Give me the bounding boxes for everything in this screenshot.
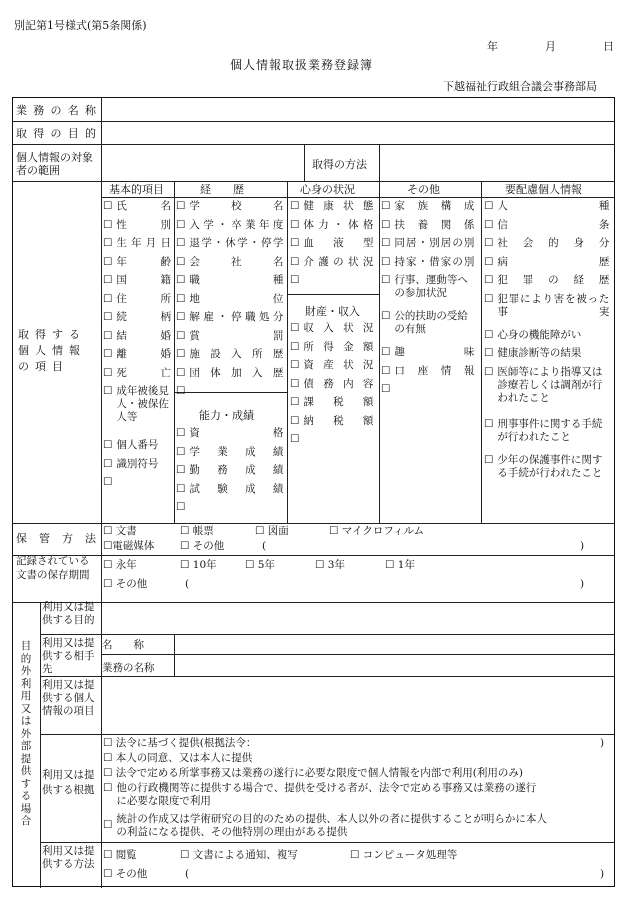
storage-option-document[interactable]: ☐ 文書 xyxy=(103,525,137,538)
basic-item-marriage[interactable]: ☐ 結婚 xyxy=(103,330,171,349)
mindbody-items xyxy=(290,200,378,293)
col-sensitive: 要配慮個人情報 xyxy=(505,183,582,196)
basic-item-relation[interactable]: ☐ 続柄 xyxy=(103,311,171,330)
ability-header: 能力・成績 xyxy=(199,409,254,422)
external-party-label: 利用又は提供する相手先 xyxy=(42,637,95,675)
career-item-dismissal[interactable]: ☐ 解雇・停職処分 xyxy=(176,311,286,330)
sensitive-item-victim[interactable]: ☐ 犯罪により害を被った事実 xyxy=(484,293,612,329)
basis-law-close: ) xyxy=(600,737,605,749)
col-other: その他 xyxy=(407,183,440,196)
ability-item-license[interactable]: ☐ 資格 xyxy=(176,427,286,446)
basis-option-consent[interactable]: ☐ 本人の同意、又は本人に提供 xyxy=(103,752,252,765)
ability-item-blank[interactable] xyxy=(176,501,286,520)
career-item-group[interactable]: ☐ 団体加入歴 xyxy=(176,367,286,386)
storage-label: 保管方法 xyxy=(16,532,96,545)
sensitive-item-treatment[interactable]: ☐ 医師等により指導又は診療若しくは調剤が行われたこと xyxy=(484,366,612,418)
storage-option-microfilm[interactable]: ☐ マイクロフィルム xyxy=(329,525,424,538)
date-month: 月 xyxy=(545,40,556,53)
career-item-enrollment[interactable]: ☐ 入学・卒業年度 xyxy=(176,219,286,238)
basic-item-nationality[interactable]: ☐ 国籍 xyxy=(103,274,171,293)
method-paren-open: ( xyxy=(185,868,190,880)
basic-item-blank[interactable] xyxy=(103,476,171,495)
basis-option-statistics[interactable]: ☐ 統計の作成又は学術研究の目的のための提供、本人以外の者に提供することが明らかに本人の利益になる提供、その他特別の理由がある提供 xyxy=(103,813,553,839)
party-name-label: 名 称 xyxy=(102,639,144,651)
method-option-notice[interactable]: ☐ 文書による通知、複写 xyxy=(180,849,298,862)
subject-scope-label: 個人情報の対象者の範囲 xyxy=(16,151,93,177)
retention-option-permanent[interactable]: ☐ 永年 xyxy=(103,559,137,572)
basic-item-identifier[interactable]: ☐ 識別符号 xyxy=(103,458,171,477)
other-item-housing[interactable]: ☐ 持家・借家の別 xyxy=(381,256,481,275)
career-item-job[interactable]: ☐ 職種 xyxy=(176,274,286,293)
sensitive-item-social-status[interactable]: ☐ 社会的身分 xyxy=(484,237,612,256)
sensitive-item-disability[interactable]: ☐ 心身の機能障がい xyxy=(484,329,612,348)
mindbody-item-care[interactable]: ☐ 介護の状況 xyxy=(290,256,378,275)
career-item-facility[interactable]: ☐ 施設入所歴 xyxy=(176,348,286,367)
external-purpose-label: 利用又は提供する目的 xyxy=(42,601,95,626)
basic-item-age[interactable]: ☐ 年齢 xyxy=(103,256,171,275)
retention-option-other[interactable]: ☐ その他 xyxy=(103,578,147,591)
sensitive-item-creed[interactable]: ☐ 信条 xyxy=(484,219,612,238)
other-item-dependents[interactable]: ☐ 扶養関係 xyxy=(381,219,481,238)
retention-option-10y[interactable]: ☐ 10年 xyxy=(180,559,217,572)
basic-item-death[interactable]: ☐ 死亡 xyxy=(103,367,171,386)
method-paren-close: ) xyxy=(600,868,605,880)
property-item-debt[interactable]: ☐ 債務内容 xyxy=(290,378,378,397)
basic-items xyxy=(103,200,171,495)
basic-item-birthdate[interactable]: ☐ 生年月日 xyxy=(103,237,171,256)
other-item-assistance[interactable]: ☐ 公的扶助の受給の有無 xyxy=(381,310,481,346)
property-item-assets[interactable]: ☐ 資産状況 xyxy=(290,359,378,378)
basic-item-my-number[interactable]: ☐ 個人番号 xyxy=(103,439,171,458)
basic-item-address[interactable]: ☐ 住所 xyxy=(103,293,171,312)
mindbody-item-physique[interactable]: ☐ 体力・体格 xyxy=(290,219,378,238)
sensitive-items xyxy=(484,200,612,506)
retention-label: 記録されている文書の保存期間 xyxy=(16,555,90,581)
career-item-position[interactable]: ☐ 地位 xyxy=(176,293,286,312)
ability-items xyxy=(176,427,286,520)
ability-item-academic[interactable]: ☐ 学業成績 xyxy=(176,446,286,465)
method-option-other[interactable]: ☐ その他 xyxy=(103,868,147,881)
property-header: 財産・収入 xyxy=(305,305,360,318)
career-item-reward[interactable]: ☐ 賞罰 xyxy=(176,330,286,349)
sensitive-item-criminal[interactable]: ☐ 犯罪の経歴 xyxy=(484,274,612,293)
sensitive-item-juvenile[interactable]: ☐ 少年の保護事件に関する手続が行われたこと xyxy=(484,454,612,506)
col-career: 経 歴 xyxy=(200,183,244,196)
external-side-label: 目的外利用又は外部提供する場合 xyxy=(20,640,32,827)
business-name-label: 業務の名称 xyxy=(16,104,96,117)
external-basis-label: 利用又は提供する根拠 xyxy=(42,769,95,796)
other-item-cohabit[interactable]: ☐ 同居・別居の別 xyxy=(381,237,481,256)
career-items xyxy=(176,200,286,404)
sensitive-item-medical[interactable]: ☐ 病歴 xyxy=(484,256,612,275)
acquisition-method-label: 取得の方法 xyxy=(312,158,367,171)
external-info-items-label: 利用又は提供する個人情報の項目 xyxy=(42,679,95,717)
other-items xyxy=(381,200,481,402)
storage-option-electronic[interactable]: ☐ 電磁媒体 xyxy=(103,540,154,553)
retention-paren-open: ( xyxy=(185,578,190,590)
property-item-blank[interactable] xyxy=(290,433,378,452)
form-number: 別記第1号様式(第5条関係) xyxy=(14,19,147,32)
retention-option-3y[interactable]: ☐ 3年 xyxy=(315,559,345,572)
career-item-company[interactable]: ☐ 会社名 xyxy=(176,256,286,275)
property-item-tax-paid[interactable]: ☐ 納税額 xyxy=(290,415,378,434)
col-basic: 基本的項目 xyxy=(109,183,164,196)
storage-option-other[interactable]: ☐ その他 xyxy=(180,540,224,553)
storage-option-form[interactable]: ☐ 帳票 xyxy=(180,525,214,538)
retention-option-5y[interactable]: ☐ 5年 xyxy=(245,559,275,572)
purpose-label: 取得の目的 xyxy=(16,127,96,140)
sensitive-item-checkup[interactable]: ☐ 健康診断等の結果 xyxy=(484,347,612,366)
mindbody-item-blank[interactable] xyxy=(290,274,378,293)
other-item-blank[interactable] xyxy=(381,383,481,402)
basis-option-internal[interactable]: ☐ 法令で定める所掌事務又は業務の遂行に必要な限度で個人情報を内部で利用(利用のみ) xyxy=(103,767,523,780)
property-item-tax-assessed[interactable]: ☐ 課税額 xyxy=(290,396,378,415)
sensitive-item-criminal-procedure[interactable]: ☐ 刑事事件に関する手続が行われたこと xyxy=(484,418,612,454)
mindbody-item-blood[interactable]: ☐ 血液型 xyxy=(290,237,378,256)
page-title: 個人情報取扱業務登録簿 xyxy=(230,58,374,72)
date-day: 日 xyxy=(603,40,614,53)
property-items xyxy=(290,322,378,452)
storage-paren-close: ) xyxy=(580,540,585,552)
col-mindbody: 心身の状況 xyxy=(300,183,355,196)
date-year: 年 xyxy=(487,40,498,53)
career-item-withdrawal[interactable]: ☐ 退学・休学・停学 xyxy=(176,237,286,256)
basis-option-other-agency[interactable]: ☐ 他の行政機関等に提供する場合で、提供を受ける者が、法令で定める事務又は業務の遂行に必要な限度で利用 xyxy=(103,782,543,808)
property-item-earnings[interactable]: ☐ 所得金額 xyxy=(290,341,378,360)
external-method-label: 利用又は提供する方法 xyxy=(42,845,95,870)
career-item-school[interactable]: ☐ 学校名 xyxy=(176,200,286,219)
party-business-label: 業務の名称 xyxy=(102,662,155,674)
other-item-family[interactable]: ☐ 家族構成 xyxy=(381,200,481,219)
other-item-hobby[interactable]: ☐ 趣味 xyxy=(381,346,481,365)
sensitive-item-race[interactable]: ☐ 人種 xyxy=(484,200,612,219)
office-name: 下越福祉行政組合議会事務部局 xyxy=(443,80,597,93)
basic-item-name[interactable]: ☐ 氏名 xyxy=(103,200,171,219)
basic-item-divorce[interactable]: ☐ 離婚 xyxy=(103,348,171,367)
mindbody-item-health[interactable]: ☐ 健康状態 xyxy=(290,200,378,219)
other-item-account[interactable]: ☐ 口座情報 xyxy=(381,365,481,384)
storage-option-drawing[interactable]: ☐ 図面 xyxy=(255,525,289,538)
items-label: 取得する個人情報の項目 xyxy=(18,328,86,373)
ability-item-work[interactable]: ☐ 勤務成績 xyxy=(176,464,286,483)
career-item-blank[interactable] xyxy=(176,385,286,404)
storage-paren-open: ( xyxy=(262,540,267,552)
retention-paren-close: ) xyxy=(580,578,585,590)
retention-option-1y[interactable]: ☐ 1年 xyxy=(385,559,415,572)
property-item-income[interactable]: ☐ 収入状況 xyxy=(290,322,378,341)
other-item-activities[interactable]: ☐ 行事、運動等への参加状況 xyxy=(381,274,481,310)
method-option-view[interactable]: ☐ 閲覧 xyxy=(103,849,137,862)
basic-item-sex[interactable]: ☐ 性別 xyxy=(103,219,171,238)
basis-option-law[interactable]: ☐ 法令に基づく提供(根拠法令： xyxy=(103,737,256,750)
method-option-computer[interactable]: ☐ コンピュータ処理等 xyxy=(350,849,457,862)
basic-item-guardianship[interactable]: ☐ 成年被後見人・被保佐人等 xyxy=(103,385,171,439)
ability-item-exam[interactable]: ☐ 試験成績 xyxy=(176,483,286,502)
